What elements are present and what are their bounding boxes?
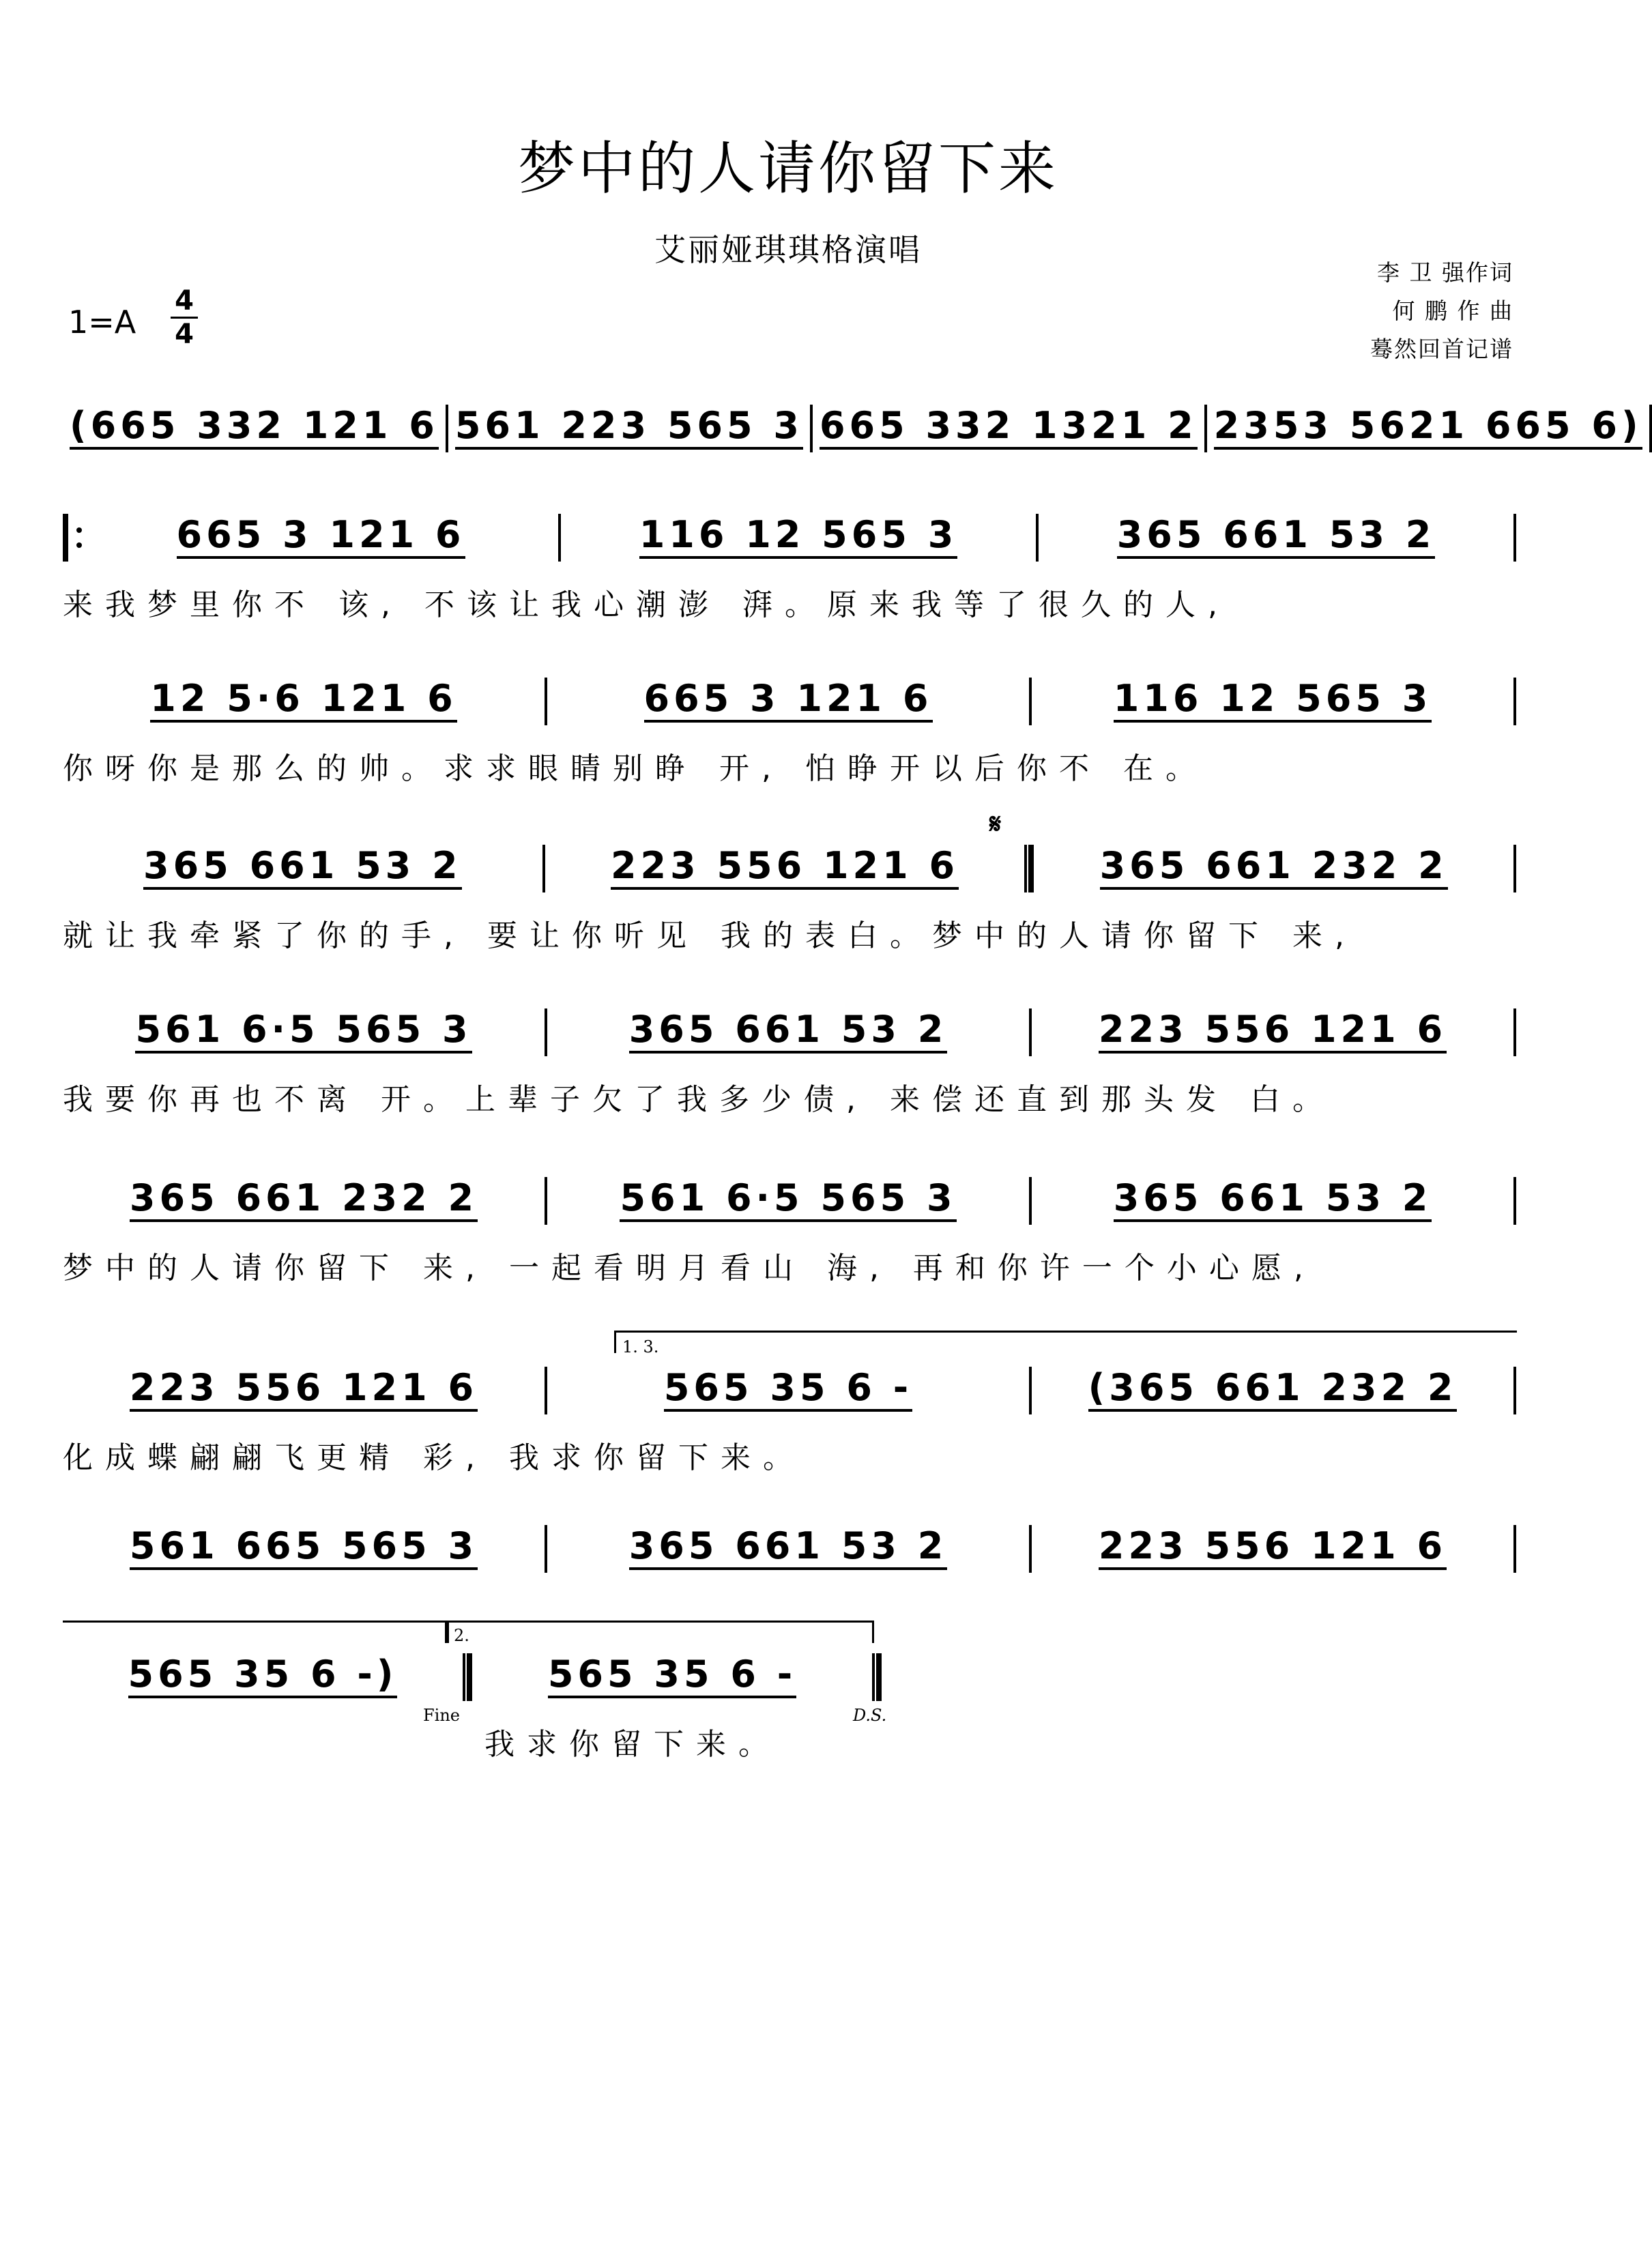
lyrics-line: 就让我牵紧了你的手, 要让你听见 我的表白。梦中的人请你留下 来, xyxy=(63,918,1357,953)
measure xyxy=(545,843,1025,890)
notes: 365 661 232 2 xyxy=(130,1180,478,1222)
measure xyxy=(1032,676,1513,723)
score-row-1 xyxy=(63,396,1642,461)
notes: 561 6·5 565 3 xyxy=(620,1180,956,1222)
score-row-3 xyxy=(63,669,1516,733)
measure xyxy=(1032,1176,1513,1222)
measure xyxy=(1032,1007,1513,1054)
repeat-end-barline xyxy=(463,1653,472,1701)
measure xyxy=(63,1365,545,1412)
notes: 561 665 565 3 xyxy=(130,1528,478,1570)
measure xyxy=(63,403,446,450)
time-signature-top: 4 xyxy=(171,285,198,319)
barline xyxy=(1513,678,1516,725)
measure xyxy=(547,1176,1029,1222)
score-row-8 xyxy=(63,1516,1516,1581)
measure xyxy=(63,1652,463,1698)
volta-bracket-1 xyxy=(614,1331,1517,1353)
credits xyxy=(1370,254,1513,368)
notes: 665 3 121 6 xyxy=(177,517,465,559)
notes: 565 35 6 -) xyxy=(128,1656,398,1698)
volta-label-2: 2. xyxy=(454,1626,469,1645)
notes: 365 661 232 2 xyxy=(1100,847,1448,890)
measure xyxy=(1032,1365,1513,1412)
score-row-5 xyxy=(63,1000,1516,1064)
barline xyxy=(1513,845,1516,892)
barline xyxy=(1513,514,1516,562)
measure xyxy=(63,1176,545,1222)
lyrics-line: 你呀你是那么的帅。求求眼睛别睁 开, 怕睁开以后你不 在。 xyxy=(63,751,1208,786)
notes: 665 3 121 6 xyxy=(644,680,933,723)
measure xyxy=(561,512,1036,559)
notes: (665 332 121 6 xyxy=(70,407,439,450)
notes: 223 556 121 6 xyxy=(130,1369,478,1412)
notes: 365 661 53 2 xyxy=(1114,1180,1432,1222)
lyrics-line: 化成蝶翩翩飞更精 彩, 我求你留下来。 xyxy=(63,1440,805,1475)
barline xyxy=(1513,1525,1516,1573)
score-row-2 xyxy=(63,505,1516,570)
measure xyxy=(1032,1524,1513,1570)
double-barline xyxy=(1024,845,1034,892)
barline xyxy=(1649,405,1652,452)
lyrics-line: 我求你留下来。 xyxy=(484,1727,781,1762)
time-signature-bottom: 4 xyxy=(175,319,194,350)
measure xyxy=(63,676,545,723)
segno-mark: 𝄋 xyxy=(989,809,1002,840)
measure xyxy=(547,1524,1029,1570)
measure xyxy=(547,1007,1029,1054)
volta-bracket-continuation xyxy=(63,1621,447,1643)
score-row-6 xyxy=(63,1168,1516,1233)
notes: 365 661 53 2 xyxy=(629,1528,948,1570)
measure xyxy=(83,512,558,559)
measure xyxy=(813,403,1204,450)
page-title: 梦中的人请你留下来 xyxy=(517,135,1058,202)
lyrics-line: 我要你再也不离 开。上辈子欠了我多少债, 来偿还直到那头发 白。 xyxy=(63,1082,1335,1117)
lyricist-credit: 李 卫 强作词 xyxy=(1377,259,1513,286)
notes: 565 35 6 - xyxy=(548,1656,796,1698)
notes: 116 12 565 3 xyxy=(639,517,958,559)
notes: 561 6·5 565 3 xyxy=(135,1011,472,1054)
barline xyxy=(1513,1008,1516,1056)
notes: 223 556 121 6 xyxy=(1099,1011,1447,1054)
measure xyxy=(1039,512,1513,559)
notes: 365 661 53 2 xyxy=(629,1011,948,1054)
final-barline xyxy=(872,1653,882,1701)
measure xyxy=(1034,843,1513,890)
measure xyxy=(63,843,542,890)
transcriber-credit: 蓦然回首记谱 xyxy=(1370,336,1513,362)
notes: 12 5·6 121 6 xyxy=(150,680,457,723)
score-row-9 xyxy=(63,1644,882,1709)
measure xyxy=(63,1524,545,1570)
barline xyxy=(1513,1177,1516,1225)
volta-label-1: 1. 3. xyxy=(622,1337,659,1356)
lyrics-line: 来我梦里你不 该, 不该让我心潮澎 湃。原来我等了很久的人, xyxy=(63,587,1230,622)
notes: 116 12 565 3 xyxy=(1114,680,1432,723)
notes: 365 661 53 2 xyxy=(1117,517,1436,559)
measure xyxy=(63,1007,545,1054)
fine-mark: Fine xyxy=(423,1706,460,1725)
notes: 565 35 6 - xyxy=(664,1369,912,1412)
volta-bracket-2 xyxy=(447,1621,874,1643)
notes: 2353 5621 665 6) xyxy=(1214,407,1642,450)
measure xyxy=(547,1365,1029,1412)
repeat-start-sign xyxy=(63,514,83,562)
notes: 365 661 53 2 xyxy=(143,847,462,890)
notes: (365 661 232 2 xyxy=(1088,1369,1458,1412)
measure xyxy=(1207,403,1649,450)
score-row-4 xyxy=(63,836,1516,901)
notes: 561 223 565 3 xyxy=(455,407,803,450)
notes: 223 556 121 6 xyxy=(611,847,959,890)
notes: 223 556 121 6 xyxy=(1099,1528,1447,1570)
ds-mark: D.S. xyxy=(853,1706,887,1725)
measure xyxy=(472,1652,872,1698)
measure xyxy=(547,676,1029,723)
score-row-7 xyxy=(63,1358,1516,1423)
composer-credit: 何 鹏 作 曲 xyxy=(1392,297,1513,324)
lyrics-line: 梦中的人请你留下 来, 一起看明月看山 海, 再和你许一个小心愿, xyxy=(63,1251,1316,1285)
barline xyxy=(1513,1367,1516,1414)
singer-credit: 艾丽娅琪琪格演唱 xyxy=(654,231,922,268)
measure xyxy=(448,403,810,450)
key-signature: 1=A xyxy=(68,304,136,340)
notes: 665 332 1321 2 xyxy=(820,407,1198,450)
time-signature xyxy=(171,285,198,350)
